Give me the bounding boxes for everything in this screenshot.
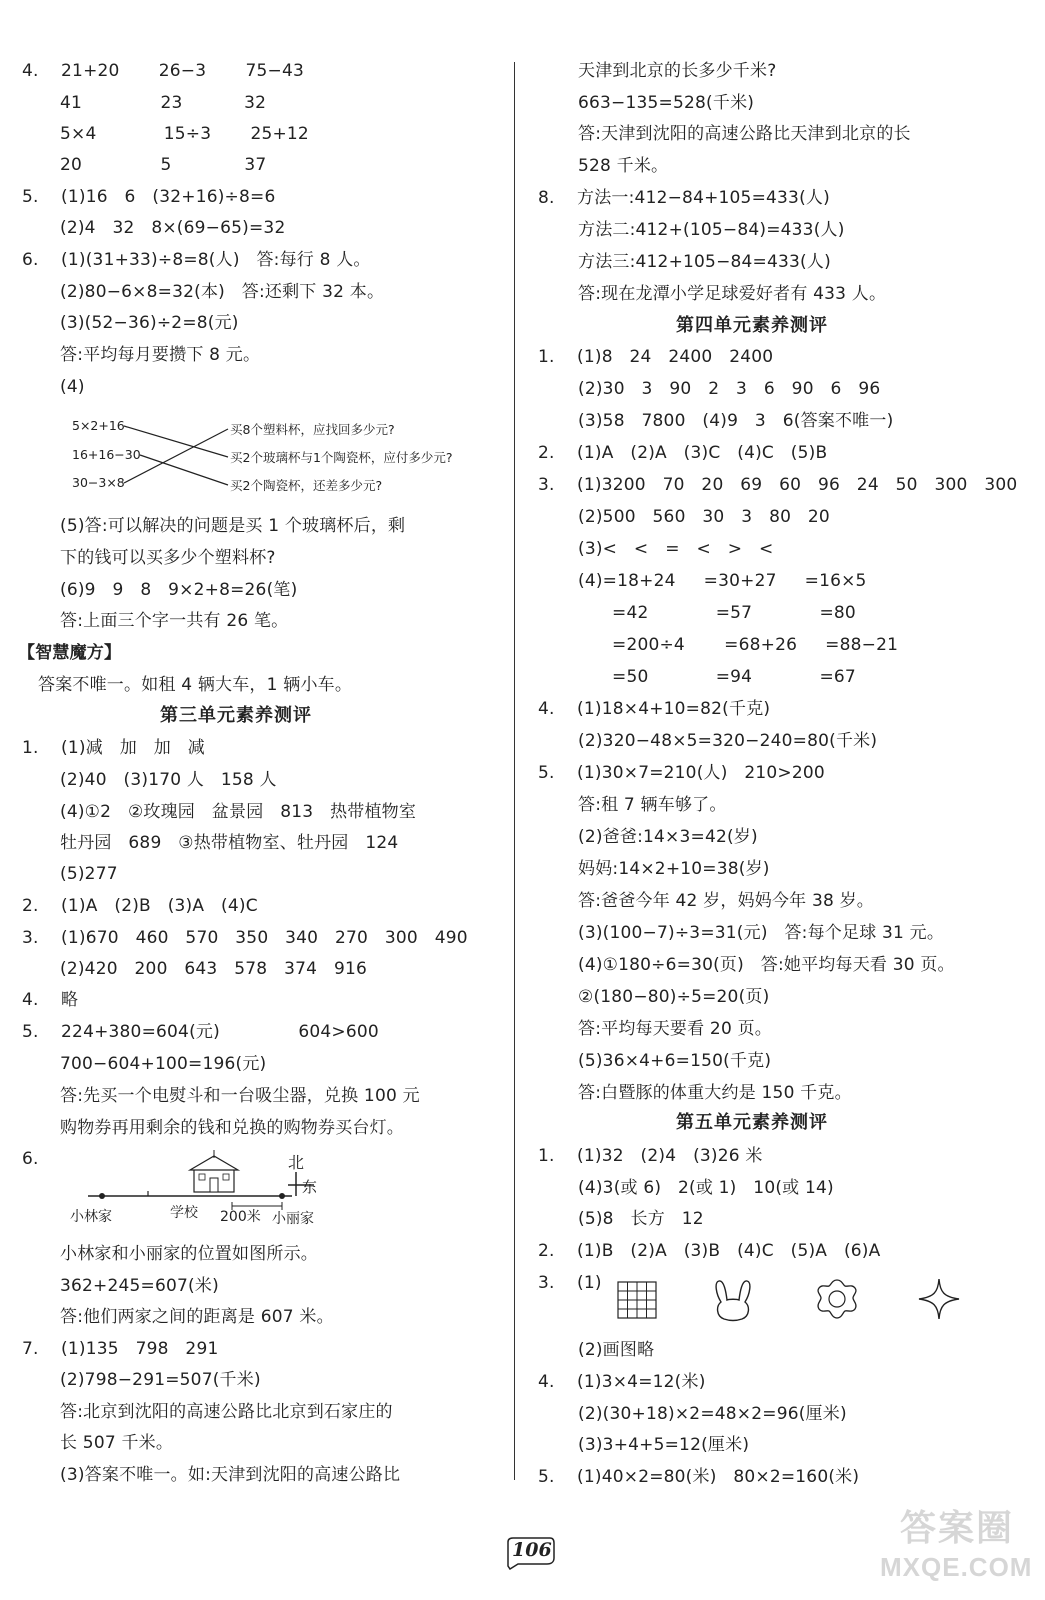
compass-east-label: 东: [302, 1178, 318, 1196]
map-label-school: 学校: [170, 1205, 198, 1221]
answer-line: 3. (1)670 460 570 350 340 270 300 490: [22, 928, 468, 948]
answer-line: 天津到北京的长多少千米?: [578, 61, 777, 81]
answer-line: 妈妈:14×2+10=38(岁): [578, 859, 770, 879]
answer-line: (2)798−291=507(千米): [60, 1370, 261, 1390]
answer-line: 4. 21+20 26−3 75−43: [22, 61, 304, 81]
watermark-url: MXQE.COM: [880, 1552, 1033, 1582]
answer-line: (2)画图略: [578, 1340, 655, 1360]
match-description: 买2个陶瓷杯，还差多少元?: [230, 478, 383, 493]
match-description: 买8个塑料杯，应找回多少元?: [230, 422, 395, 437]
map-label-home1: 小林家: [70, 1209, 112, 1225]
answer-line: (4): [60, 377, 85, 397]
answer-line: (3)3+4+5=12(厘米): [578, 1435, 750, 1455]
answer-line: (2)80−6×8=32(本) 答:还剩下 32 本。: [60, 282, 385, 302]
answer-line: 5. 224+380=604(元) 604>600: [22, 1022, 379, 1042]
answer-line: (4)=18+24 =30+27 =16×5: [578, 571, 867, 591]
answer-line: (2)40 (3)170 人 158 人: [60, 770, 277, 790]
answer-line: 下的钱可以买多少个塑料杯?: [60, 548, 276, 568]
map-label-home2: 小丽家: [272, 1211, 314, 1227]
answer-line: =200÷4 =68+26 =88−21: [612, 635, 899, 655]
answer-line: 700−604+100=196(元): [60, 1054, 267, 1074]
answer-line: (5)277: [60, 864, 118, 884]
answer-line: 663−135=528(千米): [578, 93, 755, 113]
answer-line: 5. (1)16 6 (32+16)÷8=6: [22, 187, 276, 207]
answer-line: (2)30 3 90 2 3 6 90 6 96: [578, 379, 881, 399]
match-line: [124, 429, 228, 483]
answer-line: 长 507 千米。: [60, 1433, 174, 1453]
answer-line: 答:租 7 辆车够了。: [578, 795, 727, 815]
answer-line: (5)8 长方 12: [578, 1209, 704, 1229]
answer-line: 答:平均每月要攒下 8 元。: [60, 345, 261, 365]
match-description: 买2个玻璃杯与1个陶瓷杯，应付多少元?: [230, 450, 453, 465]
compass-north-label: 北: [288, 1153, 305, 1172]
position-diagram: [60, 1150, 350, 1230]
answer-line: 答:爸爸今年 42 岁，妈妈今年 38 岁。: [578, 891, 875, 911]
answer-line: 答:天津到沈阳的高速公路比天津到北京的长: [578, 124, 911, 144]
match-expression: 30−3×8: [72, 475, 125, 490]
answer-line: 答:上面三个字一共有 26 笔。: [60, 611, 289, 631]
star-shape-icon: [916, 1276, 962, 1322]
answer-line: 3. (1): [538, 1273, 602, 1293]
answer-line: 1. (1)8 24 2400 2400: [538, 347, 774, 367]
answer-line: 答:他们两家之间的距离是 607 米。: [60, 1307, 334, 1327]
answer-line: 方法二:412+(105−84)=433(人): [578, 220, 845, 240]
match-line: [140, 455, 228, 485]
match-expression: 5×2+16: [72, 418, 125, 433]
school-building-icon: [190, 1150, 238, 1192]
page-number: 106: [512, 1539, 552, 1561]
grid-shape-icon: [612, 1280, 662, 1320]
column-divider: [514, 62, 515, 1480]
answer-line: 答:白暨豚的体重大约是 150 千克。: [578, 1083, 852, 1103]
answer-line: (2)(30+18)×2=48×2=96(厘米): [578, 1404, 847, 1424]
answer-line: 4. (1)18×4+10=82(千克): [538, 699, 771, 719]
answer-line: 528 千米。: [578, 156, 669, 176]
answer-line: 2. (1)A (2)B (3)A (4)C: [22, 896, 258, 916]
answer-line: 小林家和小丽家的位置如图所示。: [60, 1244, 318, 1264]
answer-line: (2)爸爸:14×3=42(岁): [578, 827, 758, 847]
answer-line: ②(180−80)÷5=20(页): [578, 987, 770, 1007]
answer-line: 3. (1)3200 70 20 69 60 96 24 50 300 300: [538, 475, 1018, 495]
answer-line: (4)3(或 6) 2(或 1) 10(或 14): [578, 1178, 834, 1198]
answer-line: 362+245=607(米): [60, 1276, 219, 1296]
answer-line: 1. (1)32 (2)4 (3)26 米: [538, 1146, 763, 1166]
answer-line: 答:北京到沈阳的高速公路比北京到石家庄的: [60, 1402, 393, 1422]
answer-line: 6.: [22, 1149, 39, 1169]
answer-line: 答:先买一个电熨斗和一台吸尘器，兑换 100 元: [60, 1086, 420, 1106]
answer-line: 5×4 15÷3 25+12: [60, 124, 309, 144]
match-line: [124, 426, 228, 457]
flower-shape-icon: [812, 1276, 862, 1322]
answer-line: =50 =94 =67: [612, 667, 856, 687]
answer-line: (5)36×4+6=150(千克): [578, 1051, 772, 1071]
answer-line: (6)9 9 8 9×2+8=26(笔): [60, 580, 298, 600]
answer-line: 5. (1)30×7=210(人) 210>200: [538, 763, 825, 783]
answer-line: 答:平均每天要看 20 页。: [578, 1019, 772, 1039]
watermark-text: 答案圈: [900, 1507, 1015, 1548]
rabbit-shape-icon: [708, 1278, 758, 1322]
answer-line: 答案不唯一。如租 4 辆大车，1 辆小车。: [38, 675, 353, 695]
answer-line: (4)①180÷6=30(页) 答:她平均每天看 30 页。: [578, 955, 955, 975]
answer-line: (4)①2 ②玫瑰园 盆景园 813 热带植物室: [60, 802, 417, 822]
answer-line: 1. (1)减 加 加 减: [22, 738, 205, 758]
section-label: 【智慧魔方】: [18, 643, 122, 663]
answer-line: (2)500 560 30 3 80 20: [578, 507, 830, 527]
answer-line: (3)(52−36)÷2=8(元): [60, 313, 239, 333]
answer-line: 5. (1)40×2=80(米) 80×2=160(米): [538, 1467, 860, 1487]
home-point: [279, 1193, 285, 1199]
answer-line: 7. (1)135 798 291: [22, 1339, 219, 1359]
section-heading: 第五单元素养测评: [676, 1112, 828, 1133]
section-heading: 第四单元素养测评: [676, 315, 828, 336]
watermark-logo: [880, 1500, 1040, 1595]
answer-line: 4. 略: [22, 990, 79, 1010]
answer-line: (5)答:可以解决的问题是买 1 个玻璃杯后，剩: [60, 516, 406, 536]
answer-line: (3)(100−7)÷3=31(元) 答:每个足球 31 元。: [578, 923, 945, 943]
answer-line: (3)58 7800 (4)9 3 6(答案不唯一): [578, 411, 894, 431]
answer-line: 6. (1)(31+33)÷8=8(人) 答:每行 8 人。: [22, 250, 371, 270]
answer-line: (2)4 32 8×(69−65)=32: [60, 218, 286, 238]
matching-diagram: [60, 414, 520, 498]
section-heading: 第三单元素养测评: [160, 705, 312, 726]
map-label-distance: 200米: [220, 1209, 261, 1225]
match-expression: 16+16−30: [72, 447, 141, 462]
answer-line: (2)320−48×5=320−240=80(千米): [578, 731, 878, 751]
answer-line: 答:现在龙潭小学足球爱好者有 433 人。: [578, 284, 887, 304]
answer-line: (2)420 200 643 578 374 916: [60, 959, 368, 979]
answer-line: (3)答案不唯一。如:天津到沈阳的高速公路比: [60, 1465, 401, 1485]
answer-line: 2. (1)A (2)A (3)C (4)C (5)B: [538, 443, 828, 463]
answer-line: 20 5 37: [60, 155, 267, 175]
answer-line: 4. (1)3×4=12(米): [538, 1372, 706, 1392]
answer-line: =42 =57 =80: [612, 603, 856, 623]
answer-line: 41 23 32: [60, 93, 267, 113]
answer-line: 牡丹园 689 ③热带植物室、牡丹园 124: [60, 833, 399, 853]
answer-line: (3)< < = < > <: [578, 539, 774, 559]
page-number-badge: [504, 1536, 558, 1570]
answer-line: 8. 方法一:412−84+105=433(人): [538, 188, 830, 208]
answer-line: 购物券再用剩余的钱和兑换的购物券买台灯。: [60, 1118, 404, 1138]
answer-line: 方法三:412+105−84=433(人): [578, 252, 831, 272]
answer-line: 2. (1)B (2)A (3)B (4)C (5)A (6)A: [538, 1241, 881, 1261]
home-point: [99, 1193, 105, 1199]
matching-lines: [60, 414, 240, 498]
